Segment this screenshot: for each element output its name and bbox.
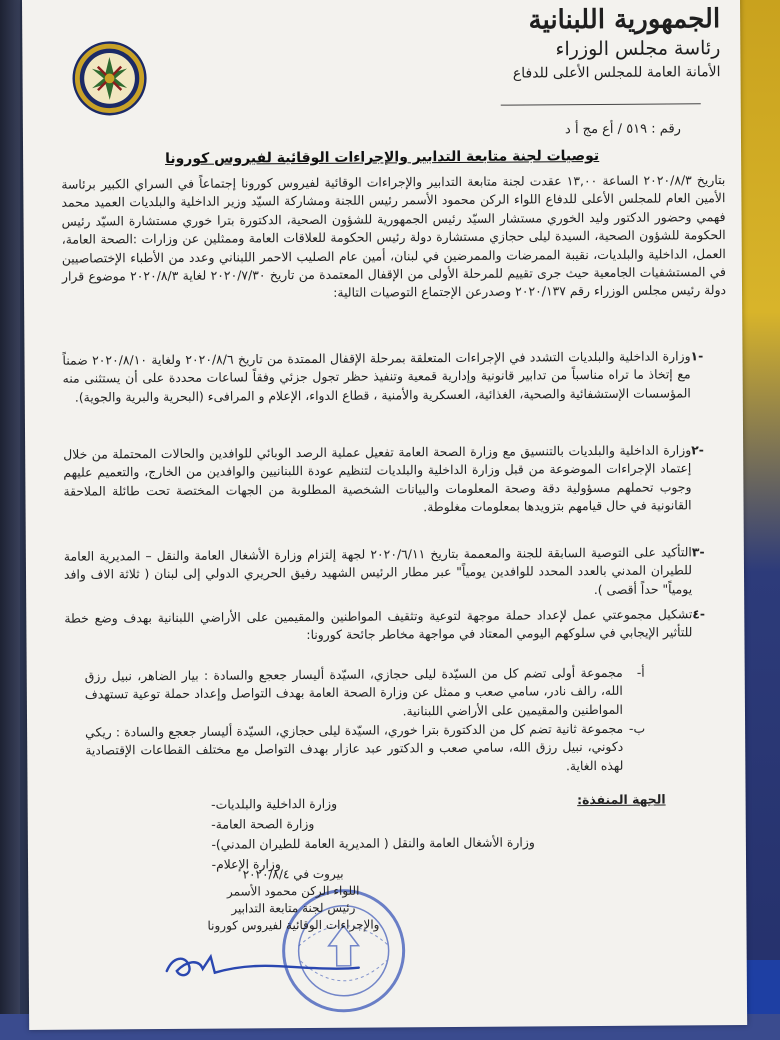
recommendation-text: تشكيل مجموعتي عمل لإعداد حملة موجهة لتوعية وتثقيف المواطنين والمقيمين على الأراضي اللبنانية بهدف وضع خطة للتأثير الإيجابي في سلوكهم اليومي المعتاد في مواجهة مخاطر جائحة كورونا:: [64, 606, 693, 643]
recommendation-4: [64, 605, 728, 646]
letterhead: [460, 3, 721, 85]
handwritten-signature-icon: [159, 938, 369, 989]
signature-role-line-2: والإجراءات الوقائية لفيروس كورونا: [207, 917, 380, 933]
document-page: [22, 0, 747, 1030]
executing-parties-label: الجهة المنفذة:: [577, 791, 666, 808]
signature-role-line-1: رئيس لجنة متابعة التدابير: [231, 900, 356, 916]
recommendation-number: -٤: [692, 606, 706, 622]
signature-place-date: بيروت في ٢٠٢٠/٨/٤: [242, 866, 344, 882]
intro-paragraph: بتاريخ ٢٠٢٠/٨/٣ الساعة ١٣,٠٠ عقدت لجنة متابعة التدابير والإجراءات الوقائية لفيروس كورونا إجتماعاً في السراي الكبير برئاسة الأمين العام للمجلس الأعلى للدفاع اللواء الركن محمود الأسمر رئيس اللجنة ومشاركة السيّد وزير الداخلية والبلديات العميد محمد فهمي وحضور الدكتور وليد الخوري مستشار السيّد رئيس الجمهورية للشؤون الصحية، الدكتورة بترا خوري مستشارة السيّد رئيس الحكومة للشؤون الصحية، السيدة ليلى حجازي مستشارة دولة رئيس الحكومة للعلاقات العامة وممثلين عن وزارات :الصحة العامة، العمل، الداخلية والبلديات، نقيبة الممرضات والممرضين في لبنان، أمين عام الصليب الاحمر اللبناني وعدد من الأطباء الإختصاصيين في المستشفيات الجامعية حيث جرى تقييم للمرحلة الأولى من الإقفال المعتمدة من تاريخ ٢٠٢٠/٧/٣٠ لغاية ٢٠٢٠/٨/٣ موضوع قرار دولة رئيس مجلس الوزراء رقم ٢٠٢٠/١٣٧ وصدرعن الإجتماع التوصيات التالية:: [61, 172, 727, 301]
signature-block: [168, 865, 418, 935]
reference-number: رقم : ٥١٩ / أع مج أ د: [564, 121, 681, 138]
army-emblem-icon: [70, 39, 149, 118]
executing-parties-list: [176, 792, 597, 875]
recommendation-text: وزارة الداخلية والبلديات بالتنسيق مع وزارة الصحة العامة تفعيل عملية الرصد الوبائي للوافدين والحالات المحتملة من خلال إعتماد الإجراءات الموضوعة من قبل وزارة الداخلية والبلديات لتنظيم عودة اللبنانيين والوافدين من الخارج، والتعميم عليهم وجوب تحملهم مسؤولية دقة وصحة المعلومات والبيانات الشخصية المطلوبة من الجهات المختصة تحت طائلة الملاحقة القانونية في حال قيامهم بتزويدها بمعلومات مغلوطة.: [63, 442, 692, 515]
list-item: - وزارة الإعلام: [211, 856, 281, 872]
letterhead-presidency: رئاسة مجلس الوزراء: [555, 37, 721, 61]
list-item: - وزارة الداخلية والبلديات: [211, 795, 338, 812]
recommendation-text: وزارة الداخلية والبلديات التشدد في الإجراءات المتعلقة بمرحلة الإقفال الممتدة من تاريخ ٢٠٢٠/٨/٦ ولغاية ٢٠٢٠/٨/١٠ ضمناً مع إتخاذ ما تراه مناسباً من تدابير قانونية وإدارية قمعية وتنفيذ حظر تجول جزئي وفقاً لساعات محددة على أن يستثنى منه المؤسسات الإستشفائية والصحية، الغذائية، العسكرية والأمنية ، قطاع الدواء، الإعلام و المرافىء (البحرية والبرية والجوية).: [62, 348, 691, 405]
subgroup-text: مجموعة ثانية تضم كل من الدكتورة بترا خوري، السيّدة ليلى حجازي، السيّدة أليسار جعجع والسادة : ريكي دكوني، نبيل رزق الله، سامي صعب و الدكتور عبد عازار بهدف التواصل مع مختلف القطاعات الإقتصادية لهذه الغاية.: [85, 720, 624, 774]
recommendation-number: -٣: [691, 544, 705, 560]
subgroup-label: ب-: [628, 720, 646, 736]
signature-name: اللواء الركن محمود الأسمر: [226, 883, 360, 899]
letterhead-secretariat: الأمانة العامة للمجلس الأعلى للدفاع: [512, 64, 721, 82]
list-item: - وزارة الصحة العامة: [211, 815, 315, 832]
subgroup-label: أ-: [636, 664, 645, 680]
recommendation-number: -١: [690, 348, 704, 364]
document-title: توصيات لجنة متابعة التدابير والإجراءات الوقائية لفيروس كورونا: [164, 147, 600, 168]
recommendation-2: [63, 441, 727, 519]
recommendation-1: [62, 347, 726, 407]
recommendation-number: -٢: [691, 442, 704, 458]
subgroup-a: [85, 664, 645, 723]
list-item: - وزارة الأشغال العامة والنقل ( المديرية العامة للطيران المدني): [211, 834, 535, 852]
background-left: [0, 0, 20, 1040]
recommendation-text: التأكيد على التوصية السابقة للجنة والمعممة بتاريخ ٢٠٢٠/٦/١١ لجهة إلتزام وزارة الأشغال العامة والنقل – المديرية العامة للطيران المدني بالعدد المحدد للوافدين يومياً" عبر مطار الرئيس الشهيد رفيق الحريري الدولي إلى لبنان ( ثلاثة الاف وافد يومياً" حداً أقصى ).: [63, 544, 693, 597]
recommendation-3: [64, 543, 728, 603]
subgroup-b: [85, 720, 645, 779]
letterhead-divider: [501, 103, 701, 105]
letterhead-republic: الجمهورية اللبنانية: [528, 4, 721, 36]
subgroup-text: مجموعة أولى تضم كل من السيّدة ليلى حجازي، السيّدة أليسار جعجع والسادة : بيار الضاهر، نبيل رزق الله، رالف نادر، سامي صعب و ممثل عن وزارة الصحة العامة بهدف التواصل وإعداد حملة توعية تستهدف المواطنين والمقيمين على الأراضي اللبنانية.: [84, 664, 624, 719]
